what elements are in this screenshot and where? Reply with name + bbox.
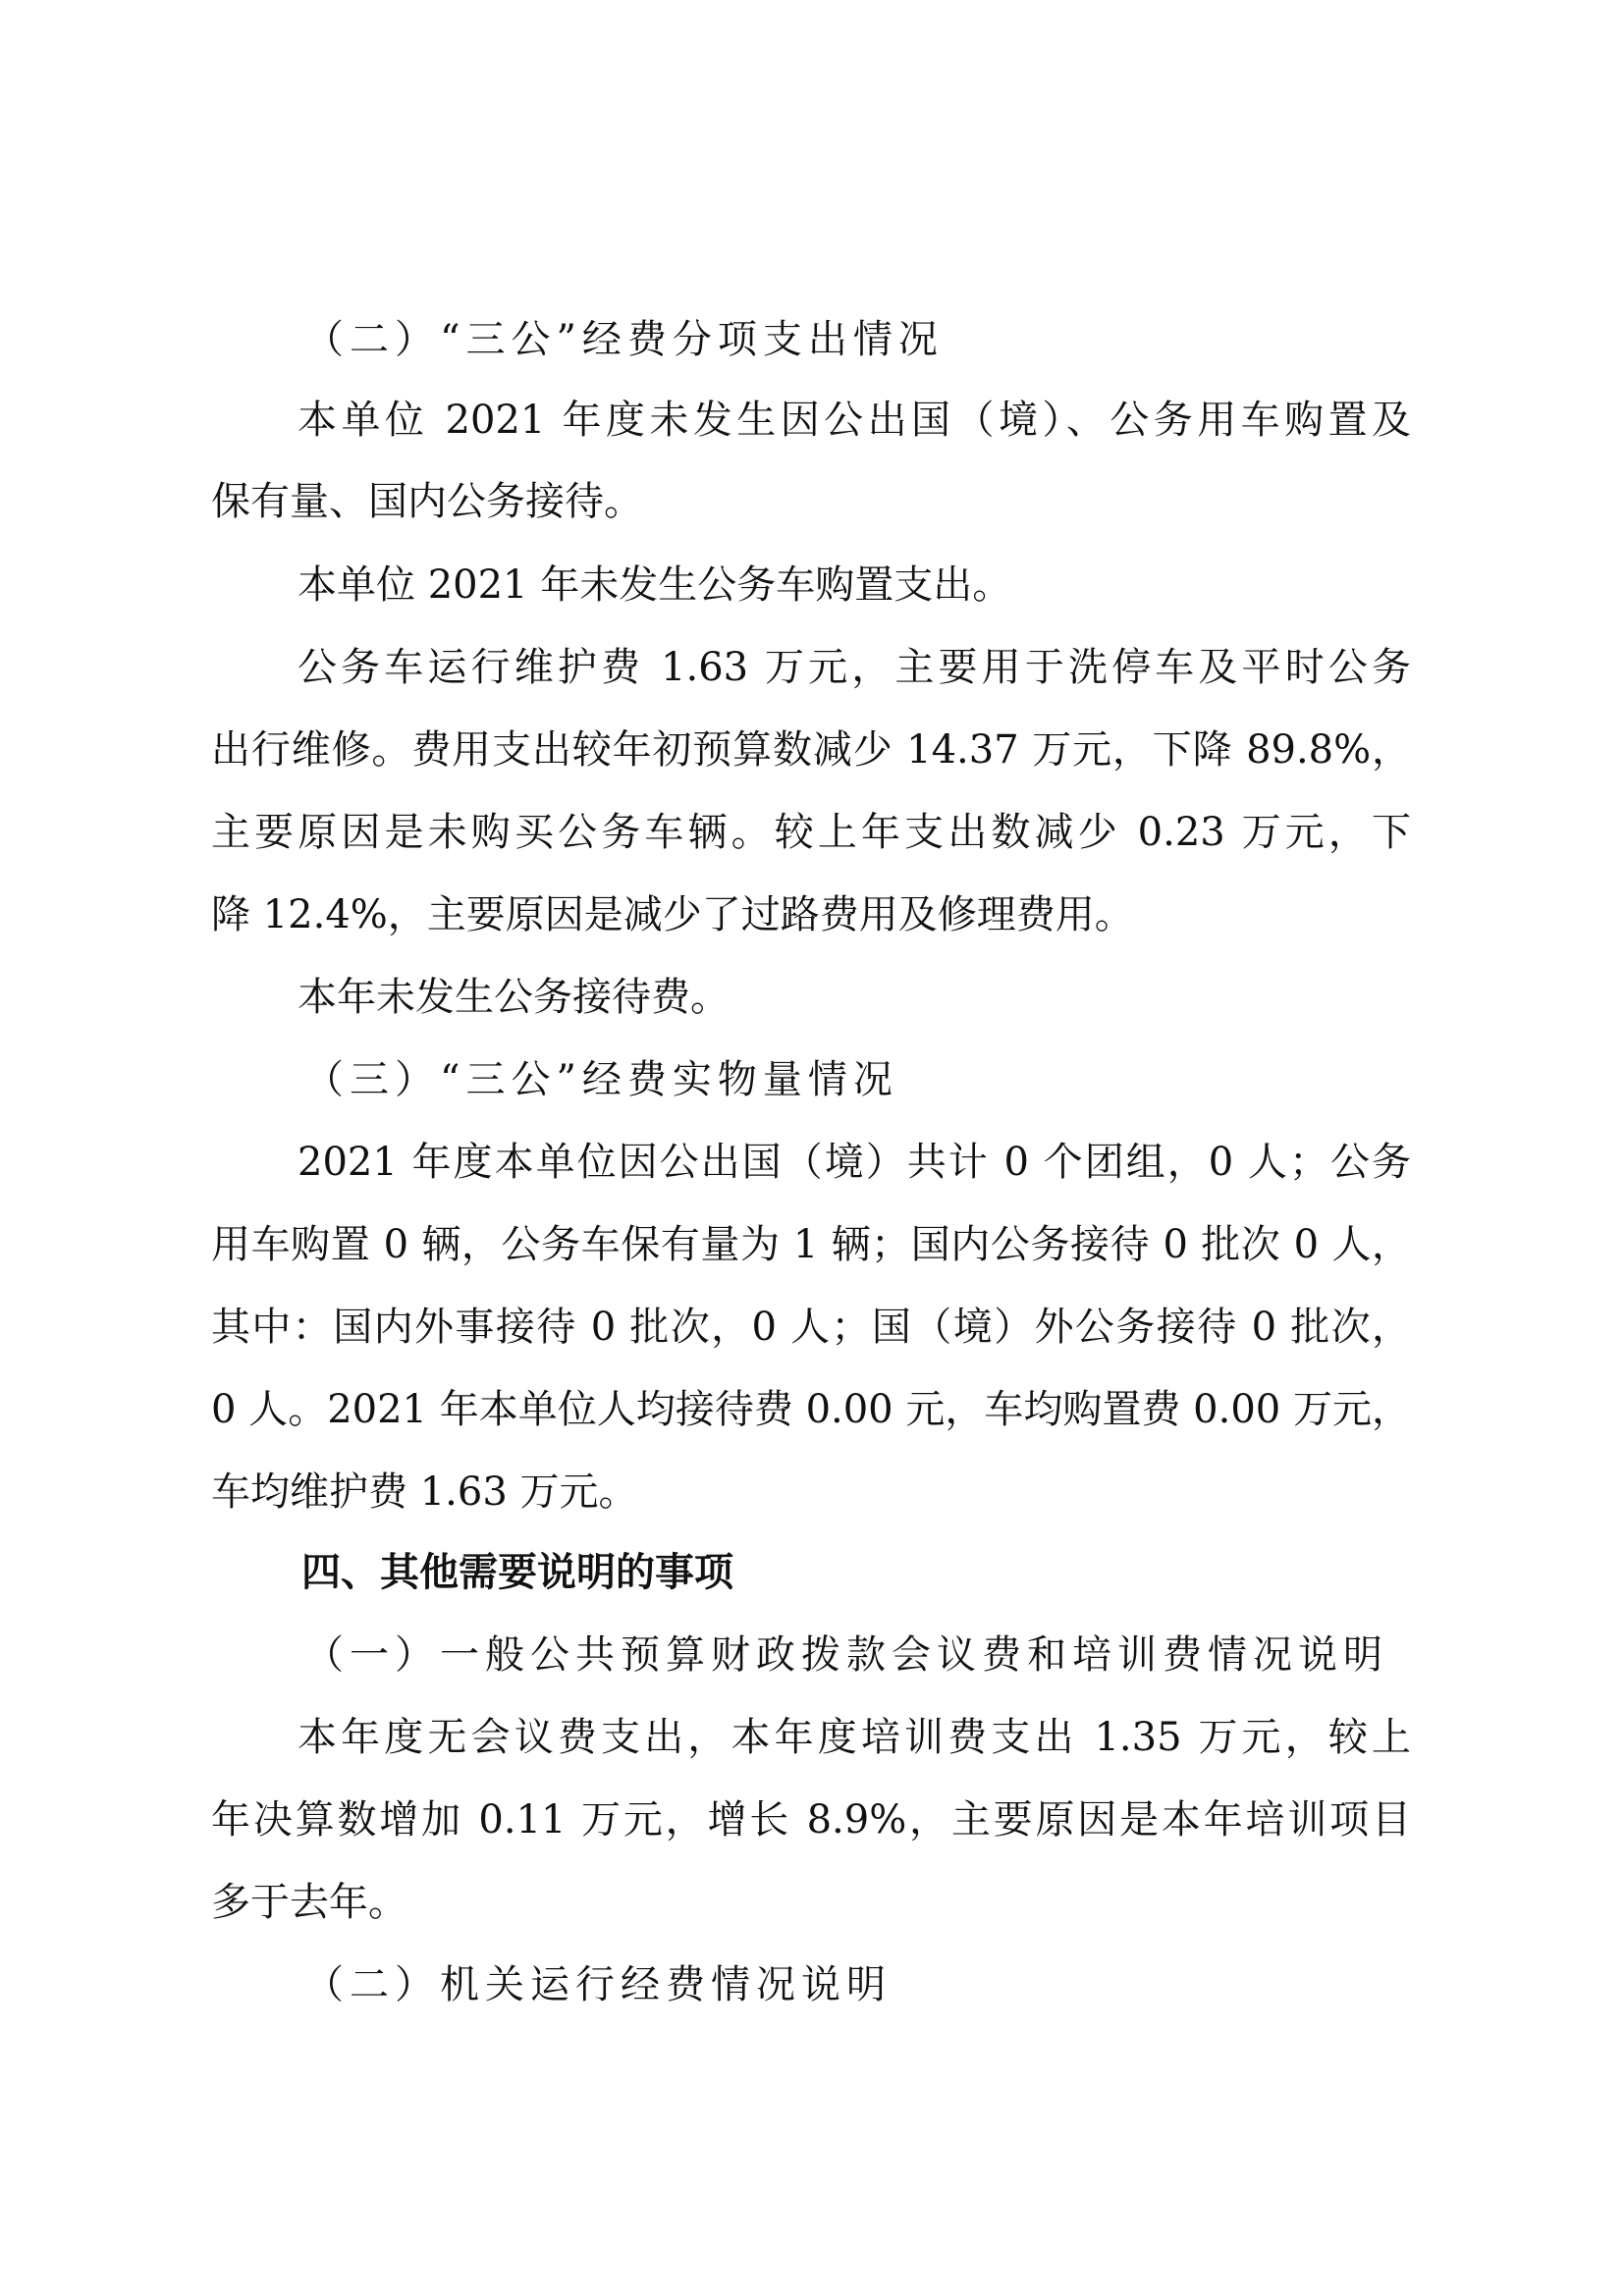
paragraph-line: 降 12.4%，主要原因是减少了过路费用及修理费用。 — [211, 892, 1134, 937]
paragraph-line: 年决算数增加 0.11 万元，增长 8.9%，主要原因是本年培训项目 — [211, 1797, 1411, 1842]
section-heading-three-public-quantity: （三）“三公”经费实物量情况 — [304, 1057, 898, 1102]
paragraph-line: 保有量、国内公务接待。 — [211, 479, 643, 524]
paragraph-line: 用车购置 0 辆，公务车保有量为 1 辆；国内公务接待 0 批次 0 人， — [211, 1222, 1411, 1267]
paragraph-line: 公务车运行维护费 1.63 万元，主要用于洗停车及平时公务 — [298, 645, 1411, 690]
paragraph-line: 本年度无会议费支出，本年度培训费支出 1.35 万元，较上 — [298, 1715, 1411, 1760]
section-heading-three-public-itemized: （二）“三公”经费分项支出情况 — [304, 317, 944, 362]
paragraph-line: 本单位 2021 年度未发生因公出国（境）、公务用车购置及 — [298, 398, 1411, 443]
subsection-heading-agency-operation: （二）机关运行经费情况说明 — [304, 1962, 892, 2007]
paragraph-line: 主要原因是未购买公务车辆。较上年支出数减少 0.23 万元，下 — [211, 810, 1411, 855]
paragraph-line: 其中：国内外事接待 0 批次，0 人；国（境）外公务接待 0 批次， — [211, 1305, 1411, 1350]
subsection-heading-meeting-training: （一）一般公共预算财政拨款会议费和培训费情况说明 — [304, 1632, 1388, 1678]
paragraph-line: 多于去年。 — [211, 1880, 407, 1925]
paragraph-line: 本单位 2021 年未发生公务车购置支出。 — [298, 562, 1012, 608]
paragraph-line: 0 人。2021 年本单位人均接待费 0.00 元，车均购置费 0.00 万元， — [211, 1387, 1411, 1432]
paragraph-line: 出行维修。费用支出较年初预算数减少 14.37 万元，下降 89.8%， — [211, 727, 1411, 773]
paragraph-line: 2021 年度本单位因公出国（境）共计 0 个团组，0 人；公务 — [298, 1140, 1411, 1185]
paragraph-line: 本年未发生公务接待费。 — [298, 975, 730, 1020]
paragraph-line: 车均维护费 1.63 万元。 — [211, 1469, 638, 1515]
section-heading-other-matters: 四、其他需要说明的事项 — [301, 1550, 733, 1595]
